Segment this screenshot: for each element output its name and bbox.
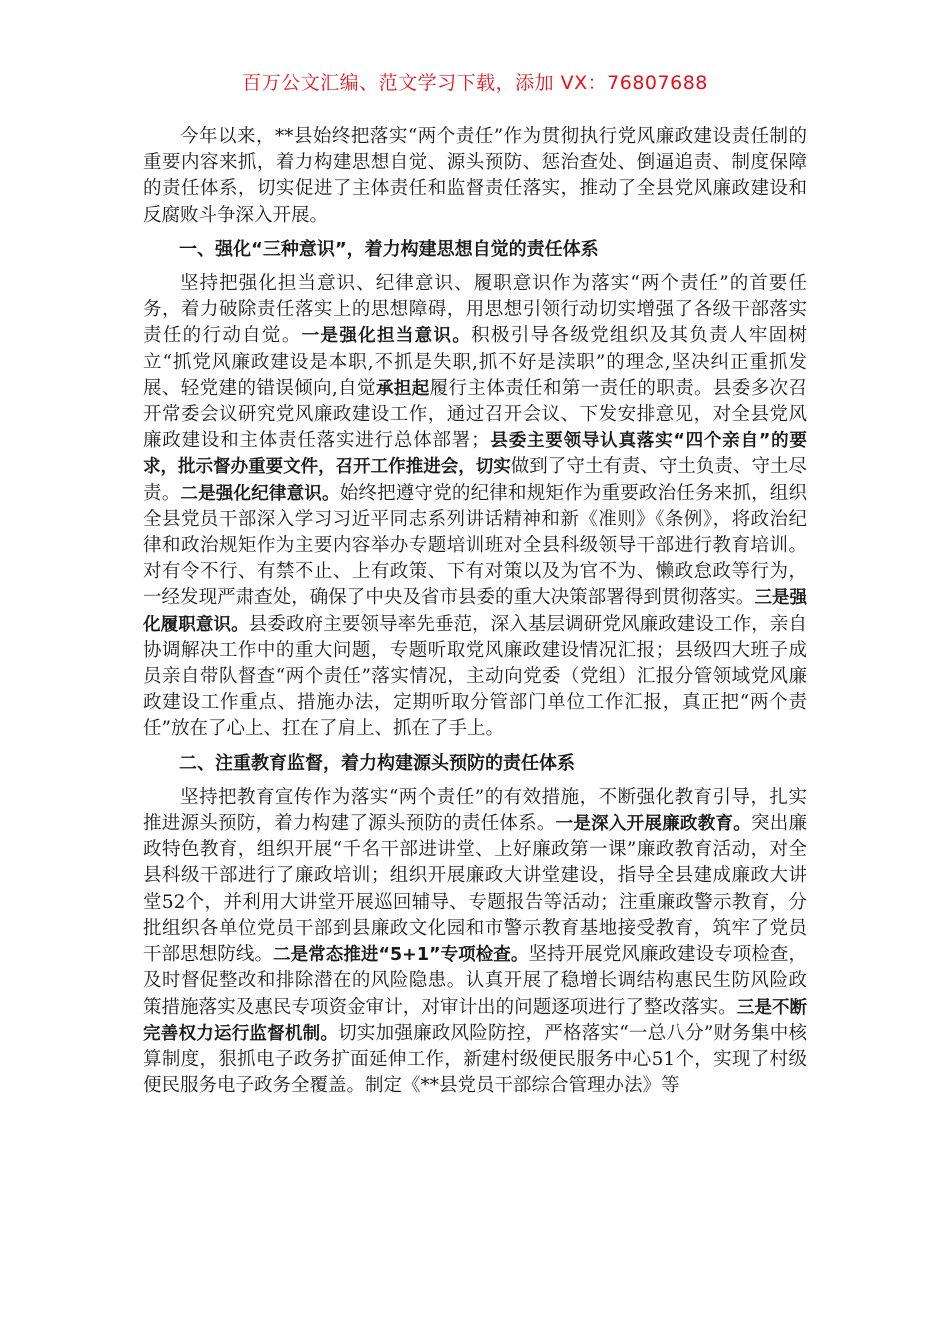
section1-paragraph <box>143 271 807 743</box>
section1-heading: 一、强化“三种意识”，着力构建思想自觉的责任体系 <box>179 238 599 260</box>
header-banner: 百万公文汇编、范文学习下载，添加 VX：76807688 <box>242 72 708 94</box>
section2-heading: 二、注重教育监督，着力构建源头预防的责任体系 <box>179 752 575 774</box>
section2-bold-1: 一是深入开展廉政教育。 <box>555 814 751 835</box>
section1-bold-2: 承担起 <box>375 378 430 399</box>
section1-bold-4: 二是强化纪律意识。 <box>180 483 340 504</box>
section1-text-e: 做到了守土有责、守土负责、守土尽责。 <box>143 456 807 504</box>
section2-text-c: 突出廉政特色教育，组织开展“千名干部进讲堂、上好廉政第一课”廉政教育活动，对全县科级干部进行了廉政培训；组织开展廉政大讲堂建设，指导全县建成廉政大讲堂52个，并利用大讲堂开展巡回辅导、专题报告等活动；注重廉政警示教育，分批组织各单位党员干部到县廉政文化园和市警示教育基地接受教育，筑牢了党员干部思想防线。 <box>143 813 807 966</box>
section1-text-a: 坚持把强化担当意识、纪律意识、履职意识作为落实“两个责任”的首要任务，着力破除责任落实上的思想障碍，用思想引领行动切实增强了各级干部落实责任的行动自觉。 <box>143 273 807 347</box>
document-body <box>143 124 807 1099</box>
section1-text-d: 履行主体责任和第一责任的职责。县委多次召开常委会议研究党风廉政建设工作，通过召开会议、下发安排意见，对全县党风廉政建设和主体责任落实进行总体部署； <box>143 377 807 452</box>
section1-text-f: 始终把遵守党的纪律和规矩作为重要政治任务来抓，组织全县党员干部深入学习习近平同志系列讲话精神和新《准则》《条例》，将政治纪律和政治规矩作为主要内容举办专题培训班对全县科级领导干部进行教育培训。对有令不行、有禁不止、上有政策、下有对策以及为官不为、懒政怠政等行为，一经发现严肃查处，确保了中央及省市县委的重大决策部署得到贯彻落实。 <box>143 482 807 609</box>
section1-bold-5: 三是强化履职意识。 <box>143 588 807 635</box>
section2-text-d: 坚持开展党风廉政建设专项检查，及时督促整改和排除潜在的风险隐患。认真开展了稳增长调结构惠民生防风险政策措施落实及惠民专项资金审计，对审计出的问题逐项进行了整改落实。 <box>143 944 807 1018</box>
intro-paragraph: 今年以来，**县始终把落实“两个责任”作为贯彻执行党风廉政建设责任制的重要内容来抓，着力构建思想自觉、源头预防、惩治查处、倒逼追责、制度保障的责任体系，切实促进了主体责任和监督责任落实，推动了全县党风廉政建设和反腐败斗争深入开展。 <box>143 126 807 226</box>
section1-text-c: 积极引导各级党组织及其负责人牢固树立“抓党风廉政建设是本职,不抓是失职,抓不好是渎职”的理念,坚决纠正重抓发展、轻党建的错误倾向,自觉 <box>143 325 807 399</box>
section1-text-g: 县委政府主要领导率先垂范，深入基层调研党风廉政建设工作，亲自协调解决工作中的重大问题，专题听取党风廉政建设情况汇报；县级四大班子成员亲自带队督查“两个责任”落实情况，主动向党委（党组）汇报分管领域党风廉政建设工作重点、措施办法，定期听取分管部门单位工作汇报，真正把“两个责任”放在了心上、扛在了肩上、抓在了手上。 <box>143 613 807 740</box>
section1-bold-1: 一是强化担当意识。 <box>301 326 472 347</box>
section1-bold-3: 县委主要领导认真落实“四个亲自”的要求，批示督办重要文件，召开工作推进会，切实 <box>143 431 807 478</box>
section2-bold-3: 三是不断完善权力运行监督机制。 <box>143 997 807 1044</box>
section2-text-e: 切实加强廉政风险防控，严格落实“一总八分”财务集中核算制度，狠抓电子政务扩面延伸工作，新建村级便民服务中心51个，实现了村级便民服务电子政务全覆盖。制定《**县党员干部综合管理办法》等 <box>143 1022 807 1097</box>
section2-paragraph <box>143 785 807 1099</box>
section2-text-a: 坚持把教育宣传作为落实“两个责任”的有效措施，不断强化教育引导，扎实推进源头预防，着力构建了源头预防的责任体系。 <box>143 786 807 835</box>
section2-bold-2: 二是常态推进“5+1”专项检查。 <box>273 945 529 966</box>
